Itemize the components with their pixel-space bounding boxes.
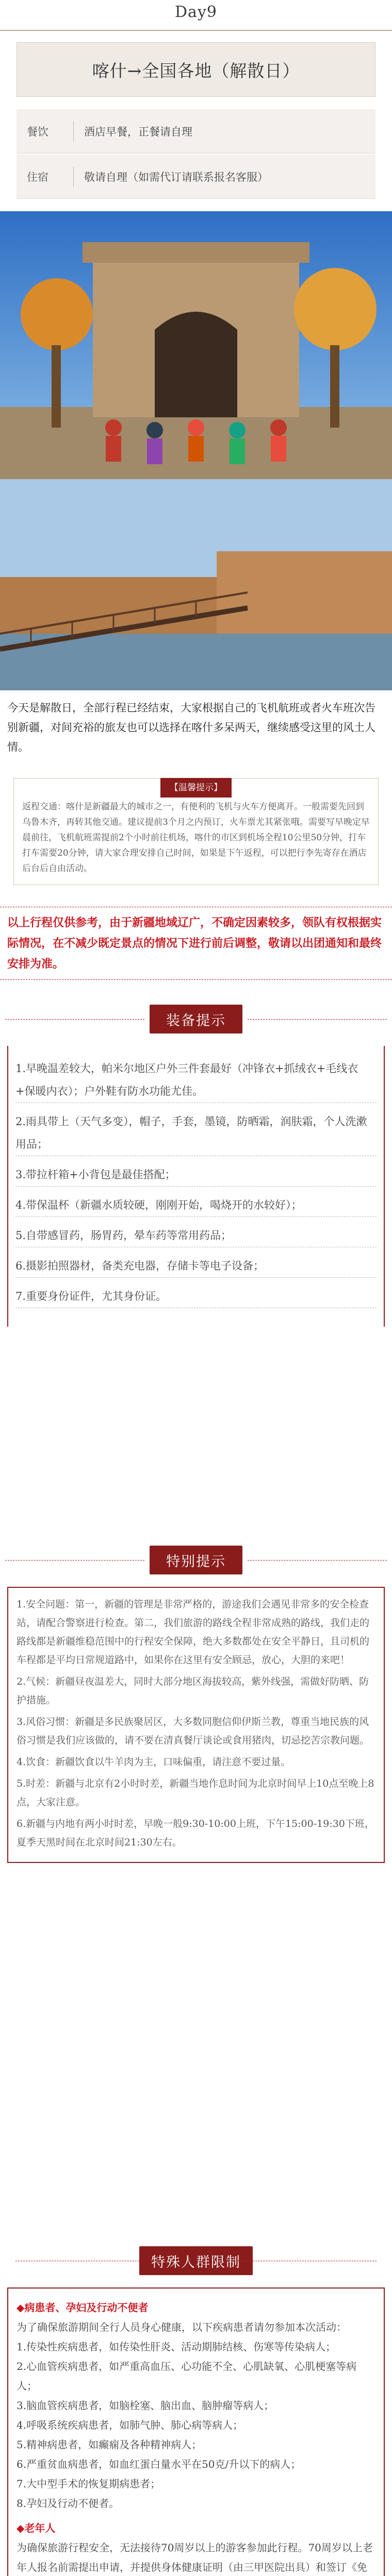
disease-item: 7.大中型手术的恢复期病患者；: [17, 2478, 161, 2490]
meals-row: [17, 109, 375, 154]
special-list: [7, 1587, 385, 1863]
special-item: 3.风俗习惯：新疆是多民族聚居区，大多数同胞信仰伊斯兰教，尊重当地民族的风俗习惯是我们应该做的，请不要在清真餐厅谈论或食用猪肉，切忌挖苦宗教问题。: [17, 1716, 370, 1746]
divider: [0, 30, 392, 31]
stay-row: [17, 155, 375, 199]
disease-item: 6.严重贫血病患者，如血红蛋白量水平在50克/升以下的病人；: [17, 2458, 301, 2470]
section-packing: 装备提示: [150, 1005, 242, 1033]
stay-key: 住宿: [27, 171, 48, 183]
packing-item: 1.早晚温差较大，帕米尔地区户外三件套最好（冲锋衣+抓绒衣+毛线衣+保暖内衣）；户外鞋有防水功能尤佳。: [15, 1057, 377, 1103]
packing-item: 4.带保温杯（新疆水质较硬，刚刚开始，喝烧开的水较好）；: [15, 1194, 377, 1217]
notice-box: [13, 778, 379, 885]
disease-item: 8.孕妇及行动不便者。: [17, 2497, 120, 2510]
intro-text: 今天是解散日，全部行程已经结束，大家根据自己的飞机航班或者火车班次告别新疆，对间充裕的旅友也可以选择在喀什多呆两天，继续感受这里的风土人情。: [7, 702, 375, 753]
warning-band: 以上行程仅供参考，由于新疆地域辽广，不确定因素较多，领队有权根据实际情况，在不减少既定景点的情况下进行前后调整，敬请以出团通知和最终安排为准。: [0, 907, 392, 980]
notice-text: 返程交通：喀什是新疆最大的城市之一，有便利的飞机与火车方便离开。一般需要先回到乌鲁木齐，再转其他交通。建议提前3个月之内预订，火车票尤其紧张哦。需要写早晚定早晨前往，飞机航班需提前2个小时前往机场，喀什的市区到机场全程10公里50分钟，打车打车需要20分钟，请大家合理安排自己时间，如果是下午返程，可以把行李先寄存在酒店后台后自由活动。: [22, 802, 370, 874]
elder-title: ◆老年人: [17, 2522, 56, 2534]
special-item: 1.安全问题：第一，新疆的管理是非常严格的，游途我们会遇见非常多的安全检查站，请配合警察进行检查。第二，我们旅游的路线全程非常成熟的路线，我们走的路线都是新疆维稳范围中的行程安全保障，绝大多数都处在安全平静日，且司机的车程都是平均日常规道路中，如果你在这里有安全顾忌，放心，大胆的来吧！: [17, 1599, 370, 1666]
disease-item: 1.传染性疾病患者，如传染性肝炎、活动期肺结核、伤寒等传染病人；: [17, 2341, 336, 2353]
disease-item: 3.脑血管疾病患者，如脑栓塞、脑出血、脑肿瘤等病人；: [17, 2399, 274, 2412]
photo-bridge: [0, 479, 392, 690]
special-item: 5.时差：新疆与北京有2小时时差，新疆当地作息时间为北京时间早上10点至晚上8点，大家注意。: [17, 1778, 374, 1808]
section-special: 特别提示: [150, 1546, 242, 1574]
health-title: ◆病患者、孕妇及行动不便者: [17, 2301, 149, 2314]
special-item: 6.新疆与内地有两小时时差，早晚一般9:30-10:00上班，下午15:00-19:30下班，夏季天黑时间在北京时间21:30左右。: [17, 1818, 374, 1848]
section-crowd: 特殊人群限制: [139, 2246, 253, 2275]
elder-text: 为确保旅游行程安全，无法接待70周岁以上的游客参加此行程。70周岁以上老年人报名前需提出申请，并提供身体健康证明（由三甲医院出具）和签订《免: [17, 2541, 373, 2573]
special-item: 2.气候：新疆昼夜温差大，同时大部分地区海拔较高，紫外线强，需做好防晒、防护措施。: [17, 1676, 369, 1706]
special-item: 4.饮食：新疆饮食以牛羊肉为主，口味偏重，请注意不要过量。: [17, 1756, 291, 1768]
stay-value: 敬请自理（如需代订请联系报名客服）: [84, 171, 268, 183]
health-intro: 为了确保旅游期间全行人员身心健康，以下疾病患者请勿参加本次活动：: [17, 2321, 347, 2333]
meals-key: 餐饮: [27, 125, 48, 138]
notice-title: 【温馨提示】: [160, 778, 232, 798]
day-label: Day9: [175, 3, 217, 21]
disease-item: 2.心血管疾病患者，如严重高血压、心功能不全、心肌缺氧、心肌梗塞等病人；: [17, 2360, 357, 2392]
photo-gate: [0, 211, 392, 479]
crowd-box: [7, 2287, 385, 2576]
packing-list: [7, 1046, 385, 1327]
meals-sep: [73, 121, 74, 142]
route-title: 喀什→全国各地（解散日）: [17, 42, 375, 97]
disease-item: 5.精神病患者，如癫痫及各种精神病人；: [17, 2438, 202, 2451]
stay-sep: [73, 166, 74, 187]
packing-item: 5.自带感冒药，肠胃药，晕车药等常用药品；: [15, 1224, 377, 1247]
packing-item: 2.雨具带上（天气多变），帽子，手套，墨镜，防晒霜，润肤霜，个人洗漱用品；: [15, 1110, 377, 1156]
disease-item: 4.呼吸系统疾病患者，如肺气肿、肺心病等病人；: [17, 2419, 243, 2431]
packing-item: 3.带拉杆箱+小背包是最佳搭配；: [15, 1163, 377, 1187]
packing-item: 7.重要身份证件，尤其身份证。: [15, 1285, 377, 1308]
packing-item: 6.摄影拍照器材，备类充电器，存储卡等电子设备；: [15, 1255, 377, 1278]
meals-value: 酒店早餐，正餐请自理: [84, 125, 192, 138]
